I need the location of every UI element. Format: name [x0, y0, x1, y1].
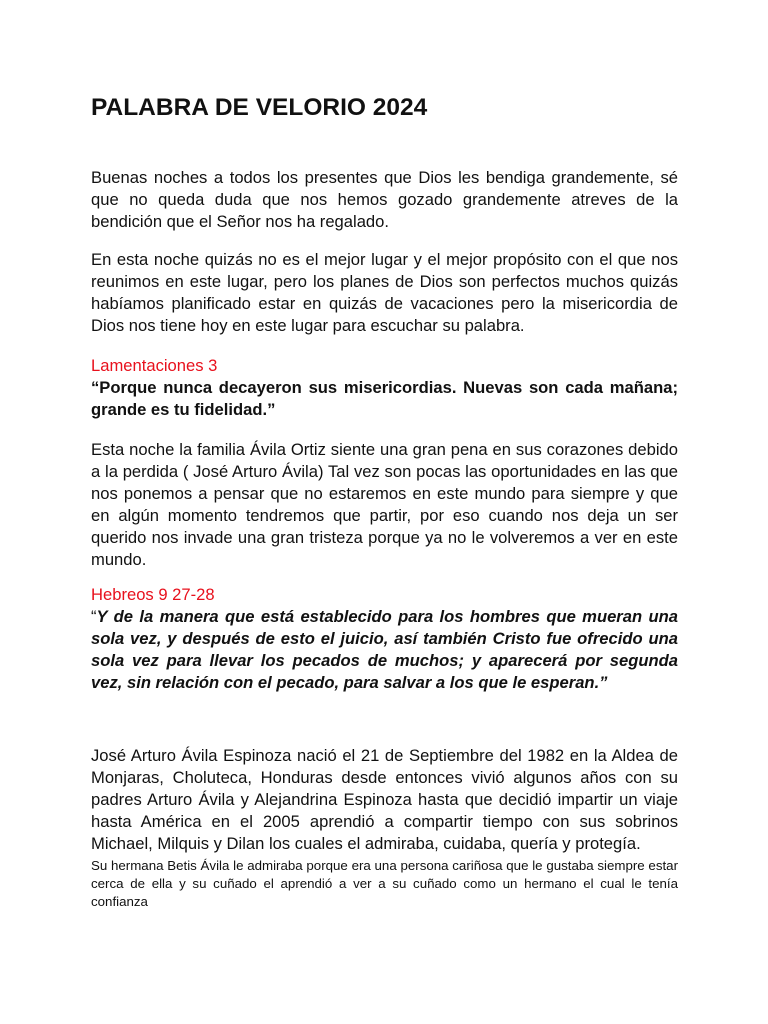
verse-body: Y de la manera que está establecido para los hombres que mueran una sola vez, y después de esto el juicio, así también Cristo fue ofrecido una sola vez para llevar los pecados de muchos; y aparecerá por segunda vez, sin relación con el pecado, para salvar a los que le esperan.”: [91, 607, 678, 692]
verse-text: “Porque nunca decayeron sus misericordias. Nuevas son cada mañana; grande es tu fidelidad.”: [91, 378, 678, 419]
verse-reference: Hebreos 9 27-28: [91, 585, 215, 604]
verse-hebreos: [91, 584, 678, 694]
paragraph-text: José Arturo Ávila Espinoza nació el 21 de Septiembre del 1982 en la Aldea de Monjaras, Choluteca, Honduras desde entonces vivió algunos años con su padres Arturo Ávila y Alejandrina Espinoza hasta que decidió impartir un viaje hasta América en el 2005 aprendió a compartir tiempo con sus sobrinos Michael, Milquis y Dilan los cuales el admiraba, cuidaba, quería y protegía.: [91, 746, 678, 853]
verse-lamentaciones: [91, 355, 678, 421]
verse-text: [91, 606, 678, 694]
paragraph-greeting: [91, 167, 678, 233]
paragraph-text: Buenas noches a todos los presentes que Dios les bendiga grandemente, sé que no queda duda que nos hemos gozado grandemente atreves de la bendición que el Señor nos ha regalado.: [91, 168, 678, 231]
verse-reference: Lamentaciones 3: [91, 356, 218, 375]
verse-open-quote: “: [91, 607, 97, 626]
paragraph-sister: [91, 857, 678, 911]
document-title: PALABRA DE VELORIO 2024: [91, 94, 428, 121]
paragraph-text: En esta noche quizás no es el mejor lugar y el mejor propósito con el que nos reunimos en este lugar, pero los planes de Dios son perfectos muchos quizás habíamos planificado estar en quizás de vacaciones pero la misericordia de Dios nos tiene hoy en este lugar para escuchar su palabra.: [91, 250, 678, 335]
paragraph-purpose: [91, 249, 678, 337]
paragraph-biography: [91, 745, 678, 855]
paragraph-family: [91, 439, 678, 571]
paragraph-text: Su hermana Betis Ávila le admiraba porque era una persona cariñosa que le gustaba siempre estar cerca de ella y su cuñado el aprendió a ver a su cuñado como un hermano el cual le tenía confianza: [91, 858, 678, 909]
paragraph-text: Esta noche la familia Ávila Ortiz siente una gran pena en sus corazones debido a la perdida ( José Arturo Ávila) Tal vez son pocas las oportunidades en las que nos ponemos a pensar que no estaremos en este mundo para siempre y que en algún momento tendremos que partir, por eso cuando nos deja un ser querido nos invade una gran tristeza porque ya no le volveremos a ver en este mundo.: [91, 440, 678, 569]
